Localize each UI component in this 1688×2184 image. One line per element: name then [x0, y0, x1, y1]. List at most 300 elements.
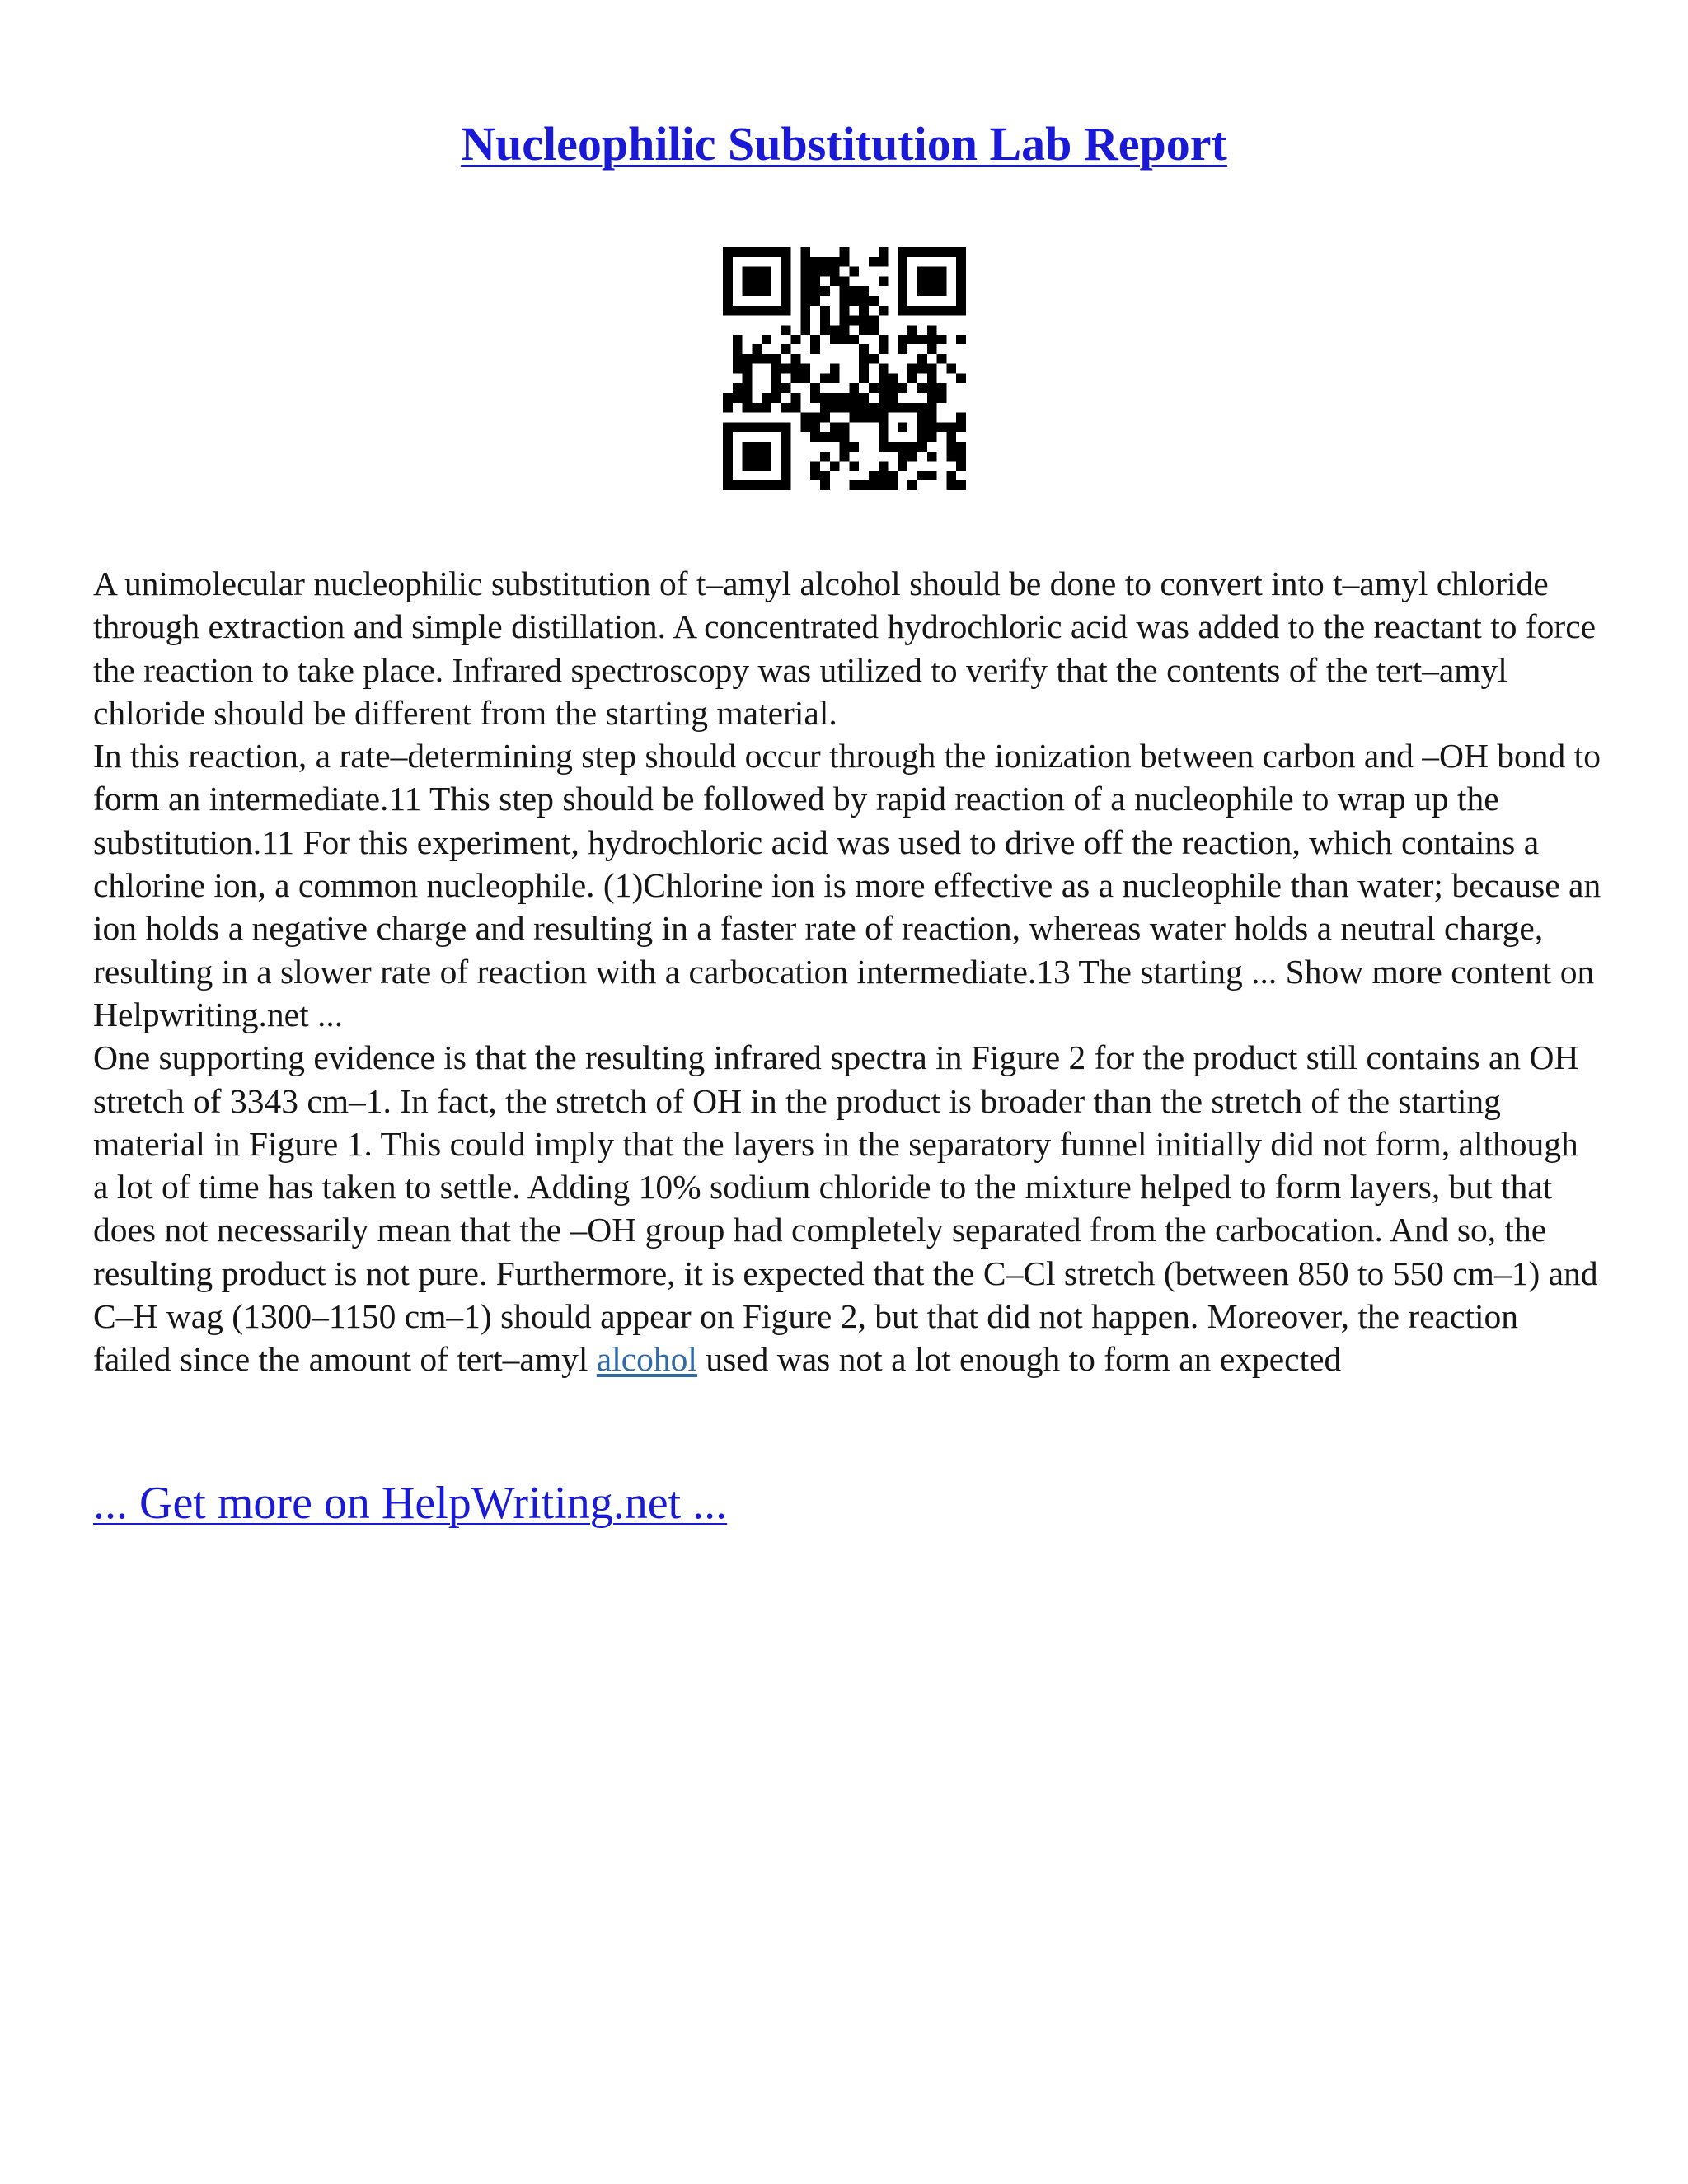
- qr-module: [781, 471, 791, 480]
- qr-module: [723, 296, 733, 306]
- qr-module: [830, 403, 840, 413]
- qr-module: [869, 316, 879, 326]
- qr-module: [917, 364, 927, 374]
- qr-module: [733, 335, 743, 344]
- qr-module: [723, 257, 733, 267]
- qr-module: [743, 480, 753, 490]
- qr-code: [723, 247, 966, 490]
- qr-module: [946, 480, 956, 490]
- qr-module: [956, 257, 966, 267]
- qr-module: [898, 462, 907, 471]
- qr-module: [752, 267, 762, 277]
- qr-module: [830, 462, 840, 471]
- qr-module: [956, 306, 966, 316]
- qr-module: [781, 325, 791, 335]
- qr-module: [723, 276, 733, 286]
- qr-module: [898, 442, 907, 452]
- qr-module: [927, 452, 937, 462]
- qr-module: [762, 422, 771, 432]
- qr-module: [869, 403, 879, 413]
- qr-module: [879, 364, 889, 374]
- qr-module: [800, 325, 810, 335]
- qr-module: [810, 432, 820, 442]
- qr-module: [859, 413, 869, 423]
- qr-module: [840, 296, 850, 306]
- qr-module: [781, 276, 791, 286]
- qr-module: [810, 344, 820, 354]
- qr-module: [723, 267, 733, 277]
- qr-module: [752, 286, 762, 296]
- qr-module: [927, 325, 937, 335]
- qr-module: [810, 462, 820, 471]
- qr-module: [907, 364, 917, 374]
- qr-module: [840, 393, 850, 403]
- qr-module: [917, 267, 927, 277]
- qr-module: [743, 373, 753, 383]
- qr-module: [762, 286, 771, 296]
- qr-module: [723, 452, 733, 462]
- qr-module: [743, 306, 753, 316]
- qr-module: [898, 403, 907, 413]
- qr-module: [733, 383, 743, 393]
- qr-module: [907, 442, 917, 452]
- qr-module: [907, 373, 917, 383]
- qr-module: [762, 452, 771, 462]
- qr-module: [840, 286, 850, 296]
- qr-module: [907, 403, 917, 413]
- qr-module: [781, 364, 791, 374]
- qr-module: [956, 442, 966, 452]
- qr-module: [859, 296, 869, 306]
- qr-module: [771, 306, 781, 316]
- qr-module: [820, 286, 830, 296]
- qr-module: [956, 296, 966, 306]
- qr-module: [762, 335, 771, 344]
- qr-module: [752, 354, 762, 364]
- alcohol-link[interactable]: alcohol: [596, 1340, 697, 1379]
- qr-module: [762, 354, 771, 364]
- qr-module: [743, 354, 753, 364]
- qr-module: [879, 480, 889, 490]
- qr-module: [840, 316, 850, 326]
- qr-module: [733, 344, 743, 354]
- qr-module: [733, 247, 743, 257]
- qr-module: [946, 442, 956, 452]
- qr-module: [771, 393, 781, 403]
- qr-module: [927, 383, 937, 393]
- qr-module: [800, 373, 810, 383]
- qr-module: [917, 383, 927, 393]
- qr-module: [791, 364, 801, 374]
- qr-module: [830, 373, 840, 383]
- qr-module: [781, 247, 791, 257]
- qr-module: [898, 276, 907, 286]
- qr-module: [849, 296, 859, 306]
- qr-module: [810, 267, 820, 277]
- qr-module: [791, 393, 801, 403]
- qr-module: [917, 306, 927, 316]
- qr-module: [743, 276, 753, 286]
- qr-module: [849, 316, 859, 326]
- qr-module: [849, 462, 859, 471]
- qr-module: [723, 480, 733, 490]
- qr-module: [771, 364, 781, 374]
- qr-module: [889, 393, 898, 403]
- qr-module: [956, 480, 966, 490]
- qr-module: [733, 393, 743, 403]
- qr-module: [937, 267, 947, 277]
- qr-module: [723, 286, 733, 296]
- qr-module: [743, 422, 753, 432]
- qr-module: [917, 403, 927, 413]
- qr-module: [830, 267, 840, 277]
- qr-module: [762, 276, 771, 286]
- qr-module: [917, 276, 927, 286]
- qr-module: [762, 267, 771, 277]
- qr-module: [859, 480, 869, 490]
- qr-module: [879, 471, 889, 480]
- qr-module: [752, 403, 762, 413]
- qr-module: [907, 325, 917, 335]
- qr-module: [830, 257, 840, 267]
- qr-module: [840, 403, 850, 413]
- qr-module: [879, 344, 889, 354]
- qr-module: [771, 373, 781, 383]
- qr-module: [937, 383, 947, 393]
- qr-module: [927, 276, 937, 286]
- qr-module: [946, 247, 956, 257]
- qr-module: [762, 393, 771, 403]
- get-more-link[interactable]: ... Get more on HelpWriting.net ...: [93, 1478, 728, 1529]
- qr-module: [879, 335, 889, 344]
- qr-module: [956, 452, 966, 462]
- qr-module: [898, 247, 907, 257]
- qr-module: [820, 480, 830, 490]
- qr-module: [956, 335, 966, 344]
- qr-module: [879, 373, 889, 383]
- qr-module: [946, 432, 956, 442]
- qr-module: [820, 452, 830, 462]
- qr-module: [781, 296, 791, 306]
- qr-module: [917, 442, 927, 452]
- qr-module: [917, 247, 927, 257]
- qr-module: [927, 432, 937, 442]
- page-title: [0, 115, 1688, 173]
- qr-module: [927, 393, 937, 403]
- qr-module: [849, 267, 859, 277]
- qr-module: [743, 452, 753, 462]
- qr-module: [800, 286, 810, 296]
- qr-module: [743, 383, 753, 393]
- qr-module: [898, 267, 907, 277]
- qr-module: [859, 286, 869, 296]
- qr-module: [820, 403, 830, 413]
- qr-module: [743, 247, 753, 257]
- qr-module: [956, 267, 966, 277]
- qr-module: [859, 403, 869, 413]
- qr-module: [907, 480, 917, 490]
- qr-module: [840, 452, 850, 462]
- qr-module: [781, 480, 791, 490]
- qr-module: [917, 471, 927, 480]
- qr-module: [820, 471, 830, 480]
- qr-module: [956, 286, 966, 296]
- qr-module: [889, 383, 898, 393]
- qr-module: [946, 364, 956, 374]
- qr-module: [869, 471, 879, 480]
- qr-module: [810, 335, 820, 344]
- qr-module: [927, 286, 937, 296]
- qr-module: [898, 452, 907, 462]
- qr-module: [879, 432, 889, 442]
- qr-module: [781, 344, 791, 354]
- qr-module: [840, 442, 850, 452]
- qr-module: [859, 393, 869, 403]
- qr-module: [907, 452, 917, 462]
- qr-module: [907, 306, 917, 316]
- qr-module: [771, 383, 781, 393]
- qr-module: [917, 432, 927, 442]
- qr-module: [927, 373, 937, 383]
- qr-module: [723, 432, 733, 442]
- qr-module: [898, 344, 907, 354]
- qr-module: [889, 442, 898, 452]
- qr-module: [869, 413, 879, 423]
- title-link[interactable]: Nucleophilic Substitution Lab Report: [461, 117, 1227, 171]
- qr-module: [781, 462, 791, 471]
- qr-module: [743, 393, 753, 403]
- qr-module: [879, 422, 889, 432]
- qr-module: [762, 462, 771, 471]
- qr-module: [859, 306, 869, 316]
- qr-module: [781, 442, 791, 452]
- qr-module: [743, 442, 753, 452]
- qr-module: [927, 306, 937, 316]
- qr-module: [898, 422, 907, 432]
- qr-module: [762, 480, 771, 490]
- qr-module: [879, 383, 889, 393]
- qr-module: [859, 364, 869, 374]
- qr-module: [752, 480, 762, 490]
- qr-module: [723, 393, 733, 403]
- qr-module: [781, 257, 791, 267]
- qr-module: [781, 383, 791, 393]
- qr-module: [840, 257, 850, 267]
- qr-module: [927, 267, 937, 277]
- qr-module: [830, 432, 840, 442]
- qr-module: [830, 422, 840, 432]
- qr-module: [840, 432, 850, 442]
- qr-module: [879, 306, 889, 316]
- qr-module: [800, 257, 810, 267]
- qr-module: [840, 422, 850, 432]
- qr-module: [752, 247, 762, 257]
- qr-module: [937, 286, 947, 296]
- qr-module: [937, 393, 947, 403]
- qr-module: [879, 403, 889, 413]
- qr-module: [743, 267, 753, 277]
- qr-module: [849, 480, 859, 490]
- qr-module: [946, 422, 956, 432]
- qr-module: [830, 393, 840, 403]
- qr-module: [800, 276, 810, 286]
- qr-module: [723, 247, 733, 257]
- qr-module: [791, 335, 801, 344]
- qr-module: [917, 413, 927, 423]
- qr-module: [840, 306, 850, 316]
- qr-module: [810, 276, 820, 286]
- qr-module: [810, 296, 820, 306]
- qr-module: [810, 471, 820, 480]
- qr-module: [810, 257, 820, 267]
- qr-module: [869, 354, 879, 364]
- qr-module: [937, 354, 947, 364]
- qr-module: [723, 442, 733, 452]
- qr-module: [889, 471, 898, 480]
- qr-module: [859, 325, 869, 335]
- qr-module: [830, 364, 840, 374]
- qr-module: [849, 403, 859, 413]
- qr-module: [927, 335, 937, 344]
- qr-module: [849, 413, 859, 423]
- qr-module: [781, 452, 791, 462]
- qr-module: [800, 247, 810, 257]
- qr-module: [743, 462, 753, 471]
- qr-module: [771, 422, 781, 432]
- qr-module: [917, 335, 927, 344]
- qr-module: [830, 325, 840, 335]
- qr-module: [840, 276, 850, 286]
- qr-module: [800, 316, 810, 326]
- qr-module: [898, 296, 907, 306]
- qr-module: [927, 247, 937, 257]
- qr-module: [956, 462, 966, 471]
- qr-module: [879, 276, 889, 286]
- qr-module: [898, 383, 907, 393]
- qr-module: [956, 413, 966, 423]
- qr-module: [723, 471, 733, 480]
- qr-module: [849, 335, 859, 344]
- qr-module: [917, 354, 927, 364]
- qr-module: [733, 364, 743, 374]
- qr-module: [927, 413, 937, 423]
- qr-module: [743, 403, 753, 413]
- qr-module: [879, 393, 889, 403]
- qr-module: [810, 422, 820, 432]
- qr-module: [820, 257, 830, 267]
- qr-module: [927, 422, 937, 432]
- qr-module: [752, 422, 762, 432]
- qr-module: [859, 373, 869, 383]
- qr-module: [781, 432, 791, 442]
- qr-module: [810, 383, 820, 393]
- qr-module: [830, 276, 840, 286]
- qr-module: [937, 247, 947, 257]
- qr-module: [898, 335, 907, 344]
- qr-module: [800, 267, 810, 277]
- qr-module: [800, 306, 810, 316]
- qr-module: [859, 316, 869, 326]
- paragraph: [93, 1036, 1601, 1380]
- qr-module: [879, 462, 889, 471]
- qr-module: [771, 354, 781, 364]
- qr-module: [771, 247, 781, 257]
- qr-module: [889, 480, 898, 490]
- qr-module: [869, 383, 879, 393]
- qr-module: [762, 403, 771, 413]
- qr-module: [733, 354, 743, 364]
- qr-module: [781, 403, 791, 413]
- qr-module: [898, 286, 907, 296]
- qr-module: [840, 325, 850, 335]
- qr-module: [752, 276, 762, 286]
- qr-module: [830, 335, 840, 344]
- qr-module: [800, 364, 810, 374]
- qr-module: [723, 403, 733, 413]
- qr-module: [723, 422, 733, 432]
- qr-module: [879, 413, 889, 423]
- qr-module: [889, 373, 898, 383]
- qr-module: [907, 335, 917, 344]
- qr-module: [781, 267, 791, 277]
- qr-module: [791, 403, 801, 413]
- qr-module: [946, 306, 956, 316]
- qr-module: [752, 442, 762, 452]
- qr-module: [840, 335, 850, 344]
- qr-module: [820, 373, 830, 383]
- article-body: [93, 562, 1601, 1381]
- qr-module: [956, 373, 966, 383]
- paragraph: A unimolecular nucleophilic substitution of t–amyl alcohol should be done to convert into t–amyl chloride through extraction and simple distillation. A concentrated hydrochloric acid was added to the reactant to force the reaction to take place. Infrared spectroscopy was utilized to verify that the contents of the tert–amyl chloride should be different from the starting material.: [93, 565, 1597, 732]
- qr-module: [810, 286, 820, 296]
- qr-module: [781, 422, 791, 432]
- paragraph: In this reaction, a rate–determining step should occur through the ionization between carbon and –OH bond to form an intermediate.11 This step should be followed by rapid reaction of a nucleophile to wrap up the substitution.11 For this experiment, hydrochloric acid was used to drive off the reaction, which contains a chlorine ion, a common nucleophile. (1)Chlorine ion is more effective as a nucleophile than water; because an ion holds a negative charge and resulting in a faster rate of reaction, whereas water holds a neutral charge, resulting in a slower rate of reaction with a carbocation intermediate.13 The starting ... Show more content on Helpwriting.net ...: [93, 737, 1601, 1033]
- qr-module: [937, 335, 947, 344]
- qr-module: [791, 373, 801, 383]
- qr-module: [956, 276, 966, 286]
- qr-module: [917, 422, 927, 432]
- qr-module: [937, 276, 947, 286]
- qr-module: [956, 247, 966, 257]
- qr-module: [869, 296, 879, 306]
- qr-module: [859, 354, 869, 364]
- qr-module: [946, 471, 956, 480]
- paragraph-text: One supporting evidence is that the resulting infrared spectra in Figure 2 for the product still contains an OH stretch of 3343 cm–1. In fact, the stretch of OH in the product is broader than the stretch of the starting material in Figure 1. This could imply that the layers in the separatory funnel initially did not form, although a lot of time has taken to settle. Adding 10% sodium chloride to the mixture helped to form layers, but that does not necessarily mean that the –OH group had completely separated from the carbocation. And so, the resulting product is not pure. Furthermore, it is expected that the C–Cl stretch (between 850 to 550 cm–1) and C–H wag (1300–1150 cm–1) should appear on Figure 2, but that did not happen. Moreover, the reaction failed since the amount of tert–amyl: [93, 1038, 1598, 1379]
- qr-module: [820, 316, 830, 326]
- qr-module: [762, 306, 771, 316]
- qr-module: [752, 344, 762, 354]
- qr-module: [898, 306, 907, 316]
- qr-module: [762, 442, 771, 452]
- qr-module: [723, 462, 733, 471]
- qr-module: [879, 442, 889, 452]
- paragraph-text: used was not a lot enough to form an expected: [696, 1340, 1342, 1379]
- qr-module: [889, 403, 898, 413]
- qr-module: [820, 432, 830, 442]
- qr-module: [743, 364, 753, 374]
- qr-module: [781, 286, 791, 296]
- qr-module: [733, 306, 743, 316]
- qr-module: [820, 306, 830, 316]
- qr-module: [810, 393, 820, 403]
- qr-module: [937, 306, 947, 316]
- qr-module: [723, 306, 733, 316]
- qr-module: [879, 247, 889, 257]
- qr-module: [869, 480, 879, 490]
- qr-module: [946, 452, 956, 462]
- qr-module: [810, 413, 820, 423]
- qr-module: [859, 344, 869, 354]
